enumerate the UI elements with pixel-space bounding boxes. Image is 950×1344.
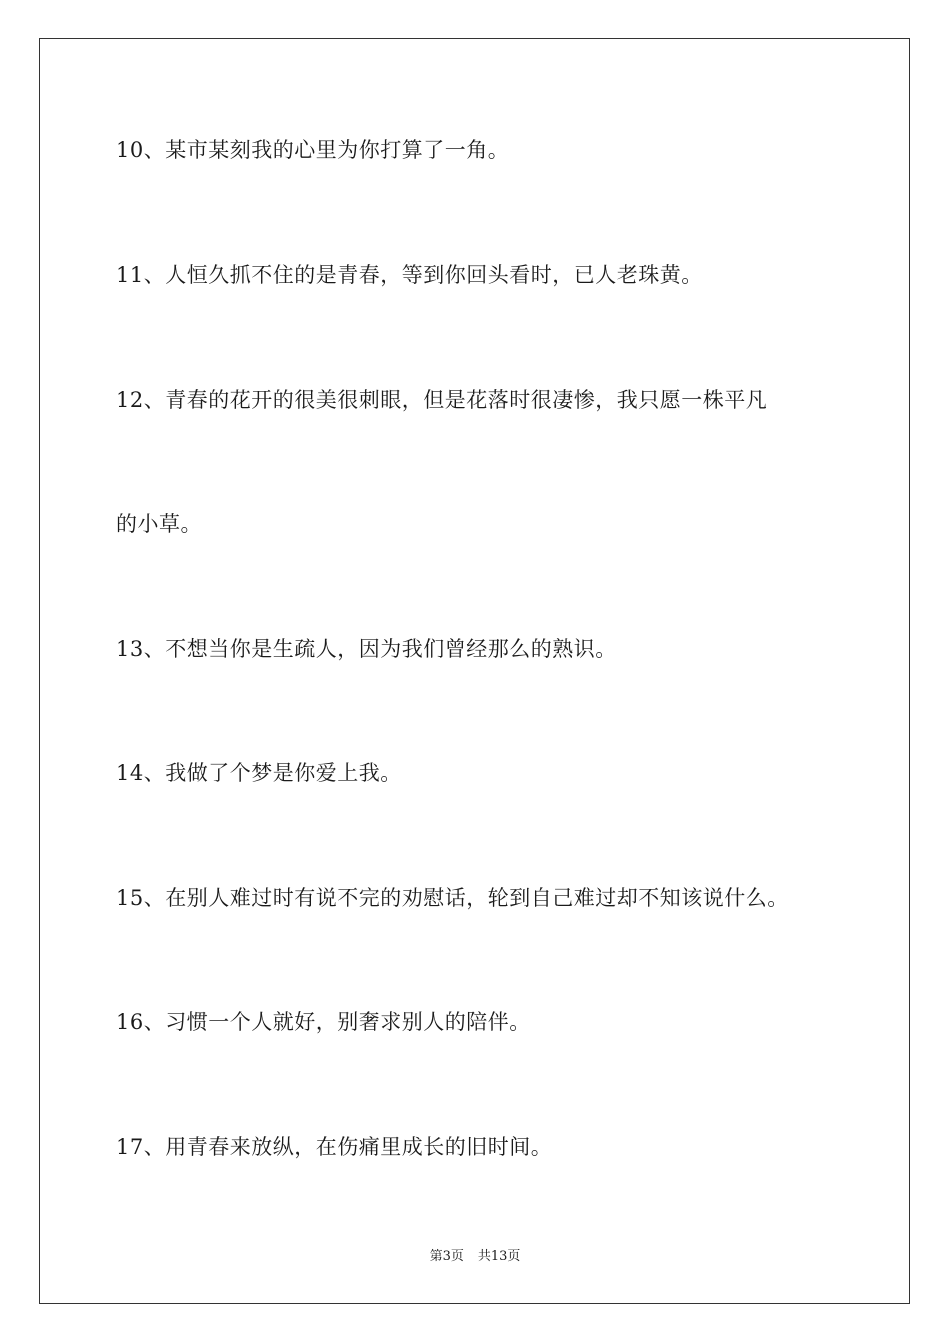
text-line-14: 14、我做了个梦是你爱上我。 <box>116 761 402 785</box>
text-line-11: 11、人恒久抓不住的是青春，等到你回头看时，已人老珠黄。 <box>116 263 703 287</box>
text-line-10: 10、某市某刻我的心里为你打算了一角。 <box>116 138 510 162</box>
text-line-12: 12、青春的花开的很美很刺眼，但是花落时很凄惨，我只愿一株平凡 <box>116 388 768 412</box>
page-number: 第3页 <box>429 1249 464 1264</box>
page-footer <box>0 1248 950 1266</box>
text-line-12-continued: 的小草。 <box>116 512 202 536</box>
text-line-13: 13、不想当你是生疏人，因为我们曾经那么的熟识。 <box>116 637 617 661</box>
text-line-17: 17、用青春来放纵，在伤痛里成长的旧时间。 <box>116 1135 553 1159</box>
text-line-15: 15、在别人难过时有说不完的劝慰话，轮到自己难过却不知该说什么。 <box>116 886 789 910</box>
text-line-16: 16、习惯一个人就好，别奢求别人的陪伴。 <box>116 1010 531 1034</box>
page-border <box>39 38 910 1304</box>
page-total: 共13页 <box>477 1249 521 1264</box>
